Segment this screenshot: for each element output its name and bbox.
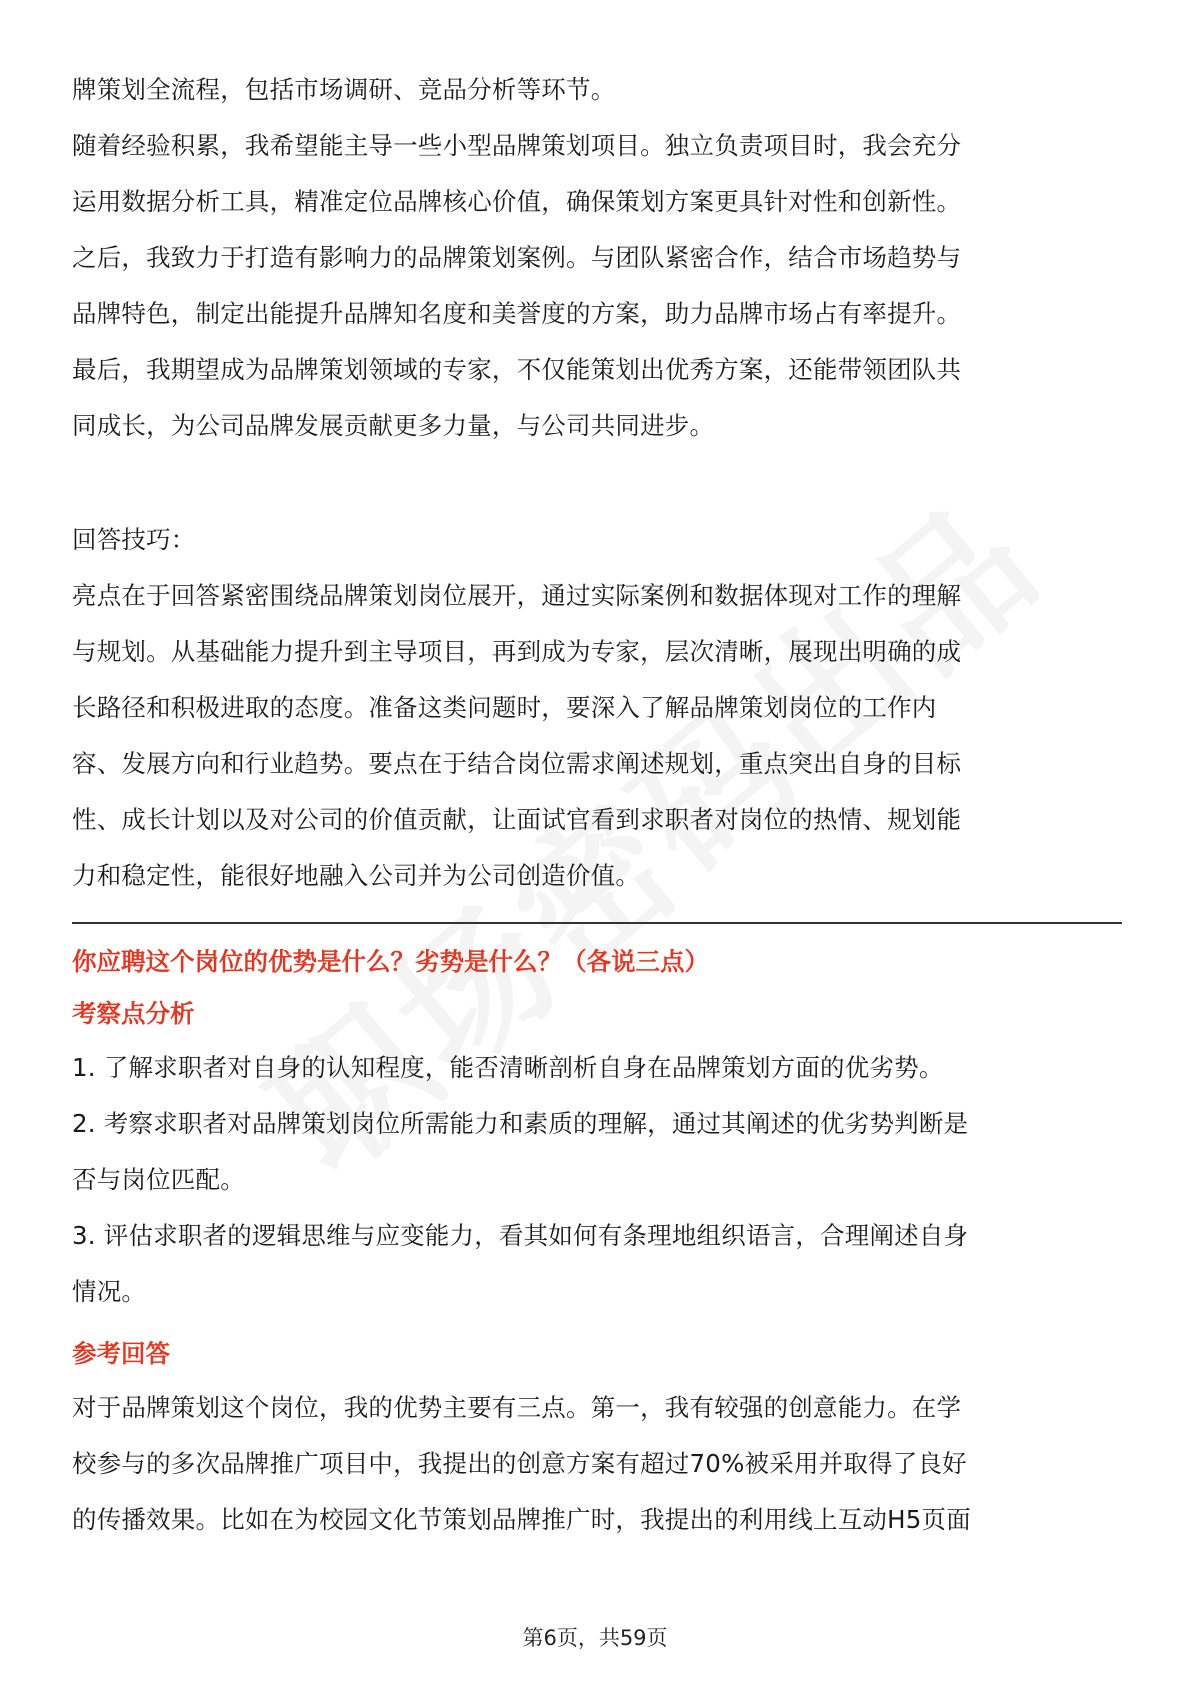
intro-line: 同成长，为公司品牌发展贡献更多力量，与公司共同进步。	[72, 411, 715, 440]
tips-line: 性、成长计划以及对公司的价值贡献，让面试官看到求职者对岗位的热情、规划能	[72, 805, 962, 834]
analysis-line: 1. 了解求职者对自身的认知程度，能否清晰剖析自身在品牌策划方面的优劣势。	[72, 1053, 944, 1082]
answer-line: 校参与的多次品牌推广项目中，我提出的创意方案有超过70%被采用并取得了良好	[72, 1449, 967, 1478]
answer-line: 对于品牌策划这个岗位，我的优势主要有三点。第一，我有较强的创意能力。在学	[72, 1393, 962, 1422]
answer-section	[72, 1328, 1122, 1548]
paragraph-gap	[72, 454, 1122, 512]
intro-line: 牌策划全流程，包括市场调研、竞品分析等环节。	[72, 75, 616, 104]
analysis-heading: 考察点分析	[72, 999, 195, 1028]
answer-line: 的传播效果。比如在为校园文化节策划品牌推广时，我提出的利用线上互动H5页面	[72, 1505, 971, 1534]
tips-line: 长路径和积极进取的态度。准备这类问题时，要深入了解品牌策划岗位的工作内	[72, 693, 937, 722]
analysis-line: 2. 考察求职者对品牌策划岗位所需能力和素质的理解，通过其阐述的优劣势判断是	[72, 1109, 969, 1138]
intro-line: 运用数据分析工具，精准定位品牌核心价值，确保策划方案更具针对性和创新性。	[72, 187, 962, 216]
tips-section	[72, 512, 1122, 904]
tips-label: 回答技巧：	[72, 525, 196, 554]
tips-line: 力和稳定性，能很好地融入公司并为公司创造价值。	[72, 861, 641, 890]
intro-line: 品牌特色，制定出能提升品牌知名度和美誉度的方案，助力品牌市场占有率提升。	[72, 299, 962, 328]
section-divider	[72, 922, 1122, 924]
tips-line: 容、发展方向和行业趋势。要点在于结合岗位需求阐述规划，重点突出自身的目标	[72, 749, 962, 778]
intro-line: 之后，我致力于打造有影响力的品牌策划案例。与团队紧密合作，结合市场趋势与	[72, 243, 962, 272]
intro-paragraph	[72, 62, 1122, 454]
analysis-line: 3. 评估求职者的逻辑思维与应变能力，看其如何有条理地组织语言，合理阐述自身	[72, 1221, 969, 1250]
question-title: 你应聘这个岗位的优势是什么？劣势是什么？（各说三点）	[72, 947, 709, 976]
intro-line: 随着经验积累，我希望能主导一些小型品牌策划项目。独立负责项目时，我会充分	[72, 131, 962, 160]
intro-line: 最后，我期望成为品牌策划领域的专家，不仅能策划出优秀方案，还能带领团队共	[72, 355, 962, 384]
answer-heading: 参考回答	[72, 1339, 170, 1368]
analysis-section	[72, 988, 1122, 1320]
tips-line: 亮点在于回答紧密围绕品牌策划岗位展开，通过实际案例和数据体现对工作的理解	[72, 581, 962, 610]
page-number: 第6页，共59页	[522, 1626, 668, 1650]
page-content	[72, 62, 1122, 1548]
analysis-line: 否与岗位匹配。	[72, 1165, 245, 1194]
tips-line: 与规划。从基础能力提升到主导项目，再到成为专家，层次清晰，展现出明确的成	[72, 637, 962, 666]
analysis-line: 情况。	[72, 1277, 147, 1306]
